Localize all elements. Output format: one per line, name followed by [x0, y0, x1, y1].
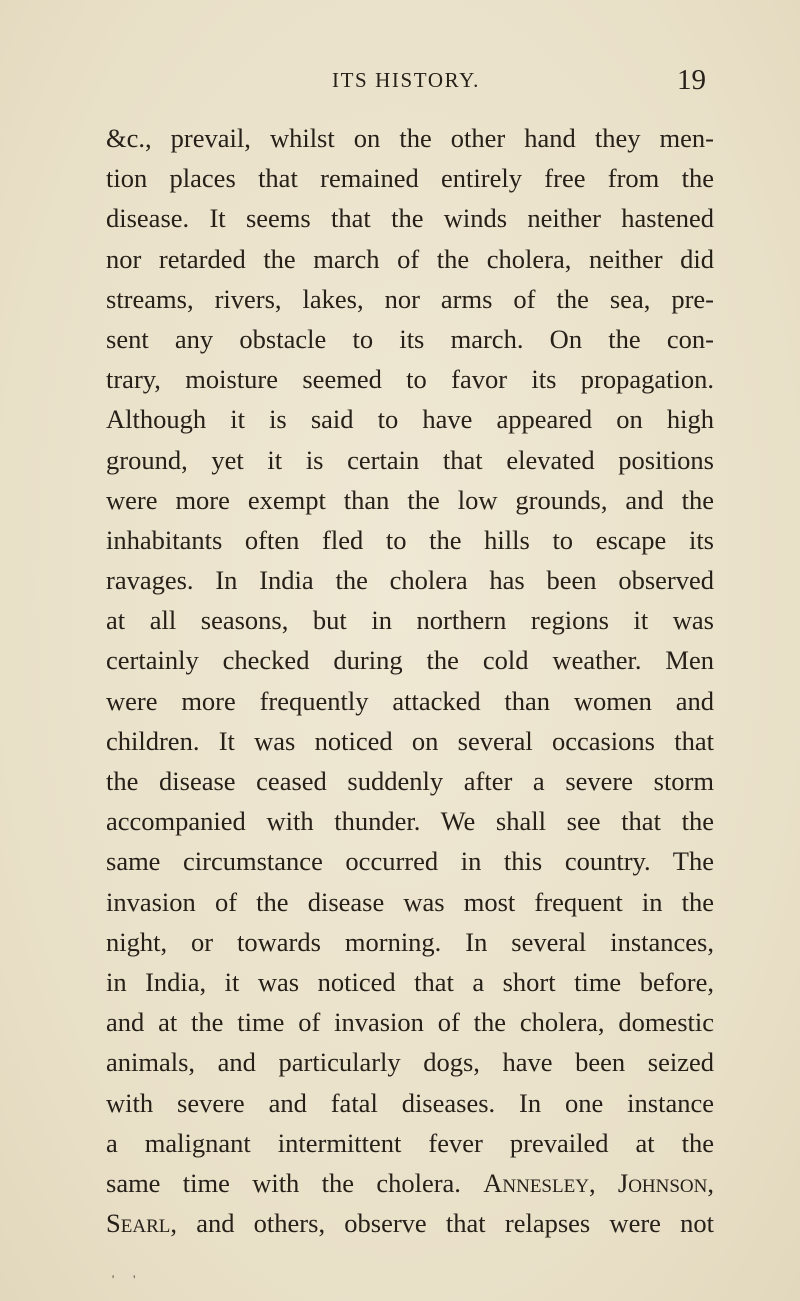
text-line: night, or towards morning. In several instances, [106, 926, 714, 957]
text-line: Searl, and others, observe that relapses were not [106, 1208, 714, 1239]
text-line: invasion of the disease was most frequent in the [106, 886, 714, 917]
text-line: accompanied with thunder. We shall see that the [106, 806, 714, 837]
text-line: and at the time of invasion of the cholera, domestic [106, 1007, 714, 1038]
text-line: certainly checked during the cold weather. Men [106, 645, 714, 676]
text-line: sent any obstacle to its march. On the con- [106, 323, 714, 354]
text-line: were more exempt than the low grounds, and the [106, 484, 714, 515]
text-line: trary, moisture seemed to favor its propagation. [106, 364, 714, 395]
text-line: with severe and fatal diseases. In one instance [106, 1087, 714, 1118]
print-specks: ' ' [112, 1272, 144, 1286]
text-line: disease. It seems that the winds neither hastened [106, 203, 714, 234]
text-line: tion places that remained entirely free from the [106, 163, 714, 194]
text-line: were more frequently attacked than women and [106, 685, 714, 716]
text-line: ravages. In India the cholera has been observed [106, 565, 714, 596]
text-line: same time with the cholera. Annesley, Johnson, [106, 1167, 715, 1198]
text-line: animals, and particularly dogs, have been seized [106, 1047, 714, 1078]
text-line: nor retarded the march of the cholera, neither did [106, 243, 714, 274]
text-line: ground, yet it is certain that elevated positions [106, 444, 714, 475]
text-line: at all seasons, but in northern regions it was [106, 605, 714, 636]
page-number: 19 [677, 64, 706, 96]
text-line: a malignant intermittent fever prevailed at the [106, 1127, 714, 1158]
text-line: inhabitants often fled to the hills to escape its [106, 524, 714, 555]
text-line: same circumstance occurred in this country. The [106, 846, 714, 877]
running-head [106, 64, 706, 104]
text-line: Although it is said to have appeared on high [106, 404, 714, 435]
text-line: streams, rivers, lakes, nor arms of the sea, pre- [106, 283, 714, 314]
text-line: &c., prevail, whilst on the other hand they men- [106, 123, 714, 153]
running-title: ITS HISTORY. [332, 68, 480, 92]
text-line: in India, it was noticed that a short time before, [106, 966, 714, 997]
text-line: children. It was noticed on several occasions that [106, 725, 714, 756]
text-line: the disease ceased suddenly after a severe storm [106, 766, 714, 796]
body-text [106, 118, 714, 1243]
